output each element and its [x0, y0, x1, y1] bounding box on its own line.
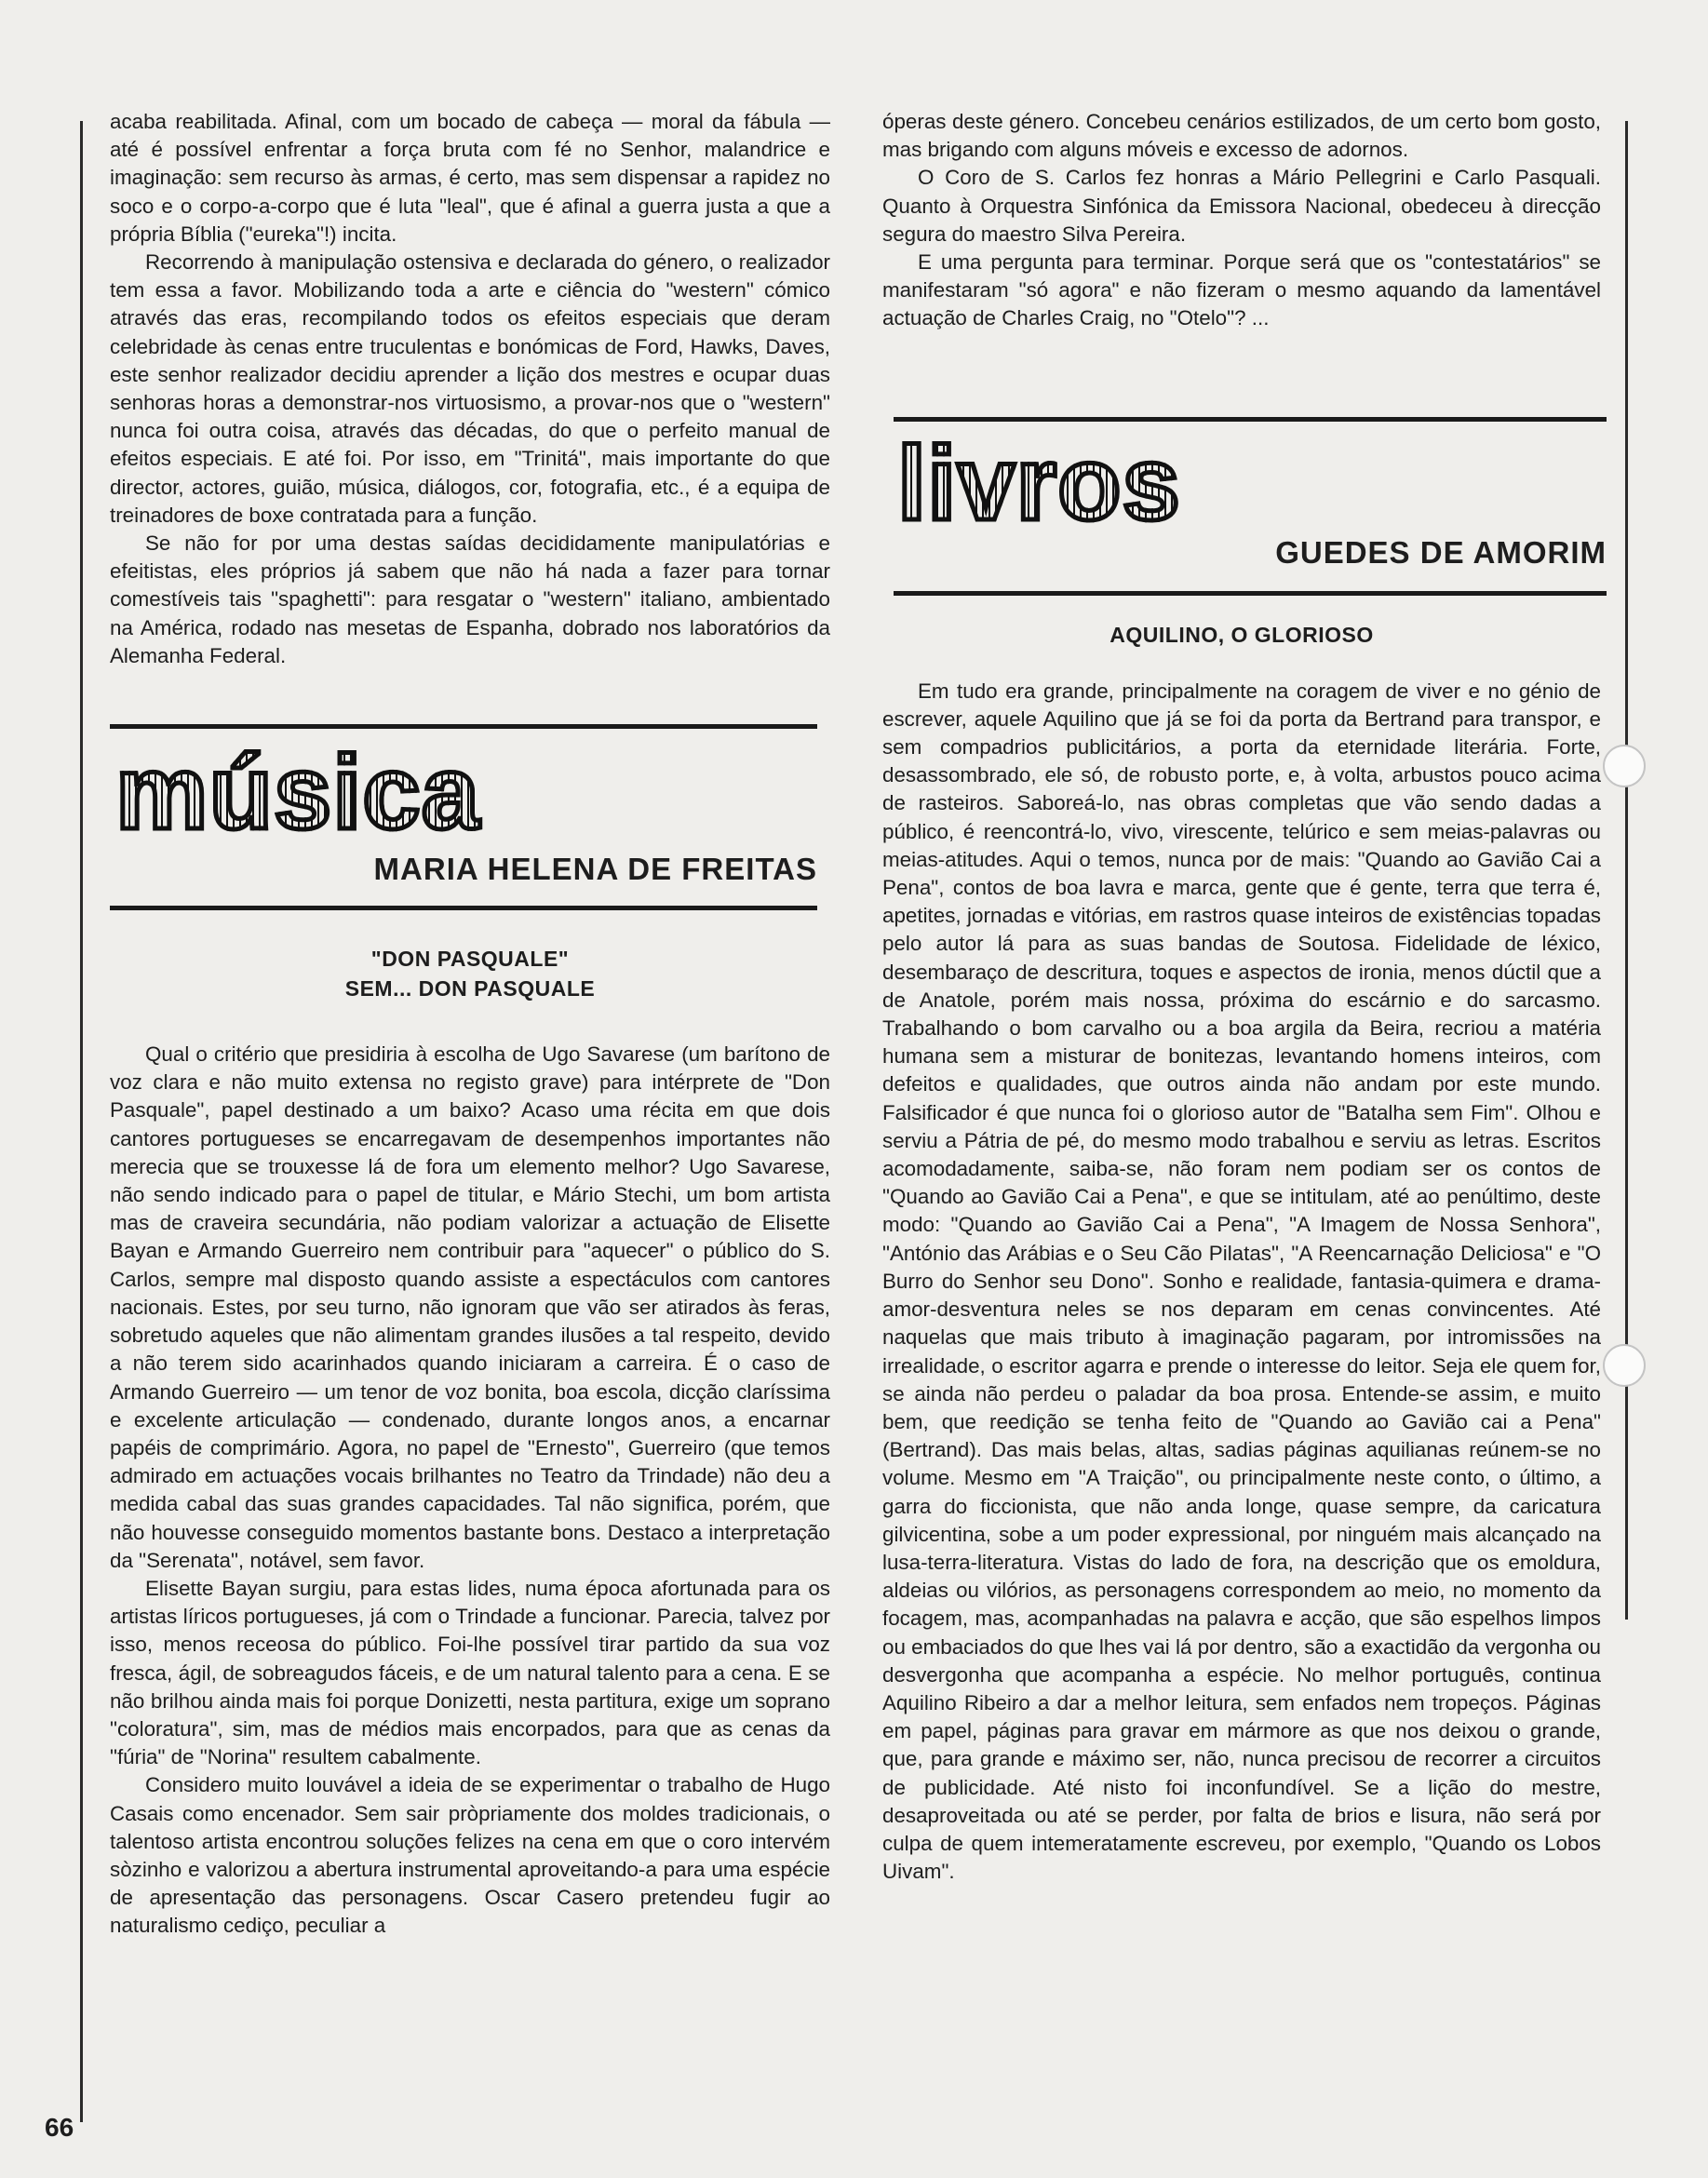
body-paragraph: Elisette Bayan surgiu, para estas lides, numa época afortunada para os artistas líricos portugueses, já com o Trindade a funcionar. Parecia, talvez por isso, menos receosa do público. Foi-lhe possível tirar partido da sua voz fresca, ágil, de sobreagudos fáceis, e de um natural talento para a cena. E se não brilhou ainda mais foi porque Donizetti, nesta partitura, exige um soprano "coloratura", sim, mas de médios mais encorpados, para que as cenas da "fúria" de "Norina" resultem cabalmente. — [110, 1576, 830, 1769]
page-number: 66 — [45, 2113, 74, 2142]
livros-section-header — [894, 417, 1607, 596]
body-paragraph: Considero muito louvável a ideia de se experimentar o trabalho de Hugo Casais como encenador. Sem sair pròpriamente dos moldes tradicionais, o talentoso artista encontrou soluções felizes na cena em que o coro intervém sòzinho e valorizou a abertura instrumental aproveitando-a para uma espécie de apresentação das personagens. Oscar Casero pretendeu fugir ao naturalismo cediço, peculiar a — [110, 1773, 830, 1938]
article-title-line: SEM... DON PASQUALE — [344, 976, 596, 1002]
section-rule-top — [894, 417, 1607, 422]
section-author: GUEDES DE AMORIM — [1275, 534, 1607, 570]
body-paragraph: Qual o critério que presidiria à escolha de Ugo Savarese (um barítono de voz clara e não muito extensa no registo grave) para intérprete de "Don Pasquale", papel destinado a um baixo? Acaso uma récita em que dois cantores portugueses se encarregavam de desempenhos importantes não merecia que se trouxesse lá de fora um elemento melhor? Ugo Savarese, não sendo indicado para o papel de titular, e Mário Stechi, um bom artista mas de craveira secundária, não podiam valorizar a actuação de Elisette Bayan e Armando Guerreiro nem contribuir para "aquecer" o público do S. Carlos, sempre mal disposto quando assiste a espectáculos com cantores nacionais. Estes, por seu turno, não ignoram que vão ser atirados às feras, sobretudo aqueles que não alimentam grandes ilusões a tal respeito, devido a não terem sido acarinhados quando iniciaram a carreira. É o caso de Armando Guerreiro — um tenor de voz bonita, boa escola, dicção claríssima e excelente articulação — condenado, durante longos anos, a encarnar papéis de comprimário. Agora, no papel de "Ernesto", Guerreiro (que temos admirado em actuações vocais brilhantes no Teatro da Trindade) não deu a medida cabal das suas grandes capacidades. Tal não significa, porém, que não houvesse conseguido momentos bastante bons. Destaco a interpretação da "Serenata", notável, sem favor. — [110, 1042, 830, 1572]
left-column — [110, 108, 830, 1941]
section-rule-top — [110, 724, 817, 729]
body-paragraph: Se não for por uma destas saídas decididamente manipulatórias e efeitistas, eles próprios já sabem que não há nada a fazer para tornar comestíveis tais "spaghetti": para resgatar o "western" italiano, ambientado na América, rodado nas mesetas de Espanha, dobrado nos laboratórios da Alemanha Federal. — [110, 531, 830, 667]
right-column-rule — [1625, 121, 1628, 1620]
body-paragraph: Em tudo era grande, principalmente na coragem de viver e no génio de escrever, aquele Aquilino que já se foi da porta da Bertrand para transpor, e sem compadrios publicitários, a porta da eternidade literária. Forte, desassombrado, ele só, de robusto porte, e, à volta, arbustos pouco acima de rasteiros. Saboreá-lo, nas obras completas que vão sendo dadas a público, é reencontrá-lo, vivo, virescente, telúrico e sem meias-palavras ou meias-atitudes. Aqui o temos, nunca por de mais: "Quando ao Gavião Cai a Pena", contos de boa lavra e marca, gente que é gente, terra que terra é, apetites, jornadas e vitórias, em rastros quase inteiros de existências topadas pelo autor lá para as suas bandas de Soutosa. Fidelidade de léxico, desembaraço de descritura, toques e aspectos de ironia, menos dúctil que a de Anatole, porém mais nossa, próxima do escárnio e do sarcasmo. Trabalhando o bom carvalho ou a boa argila da Beira, recriou a matéria humana sem a misturar de bonitezas, levantando homens inteiros, com defeitos e qualidades, que outros ainda não andam por este mundo. Falsificador é que nunca foi o glorioso autor de "Batalha sem Fim". Olhou e serviu a Pátria de pé, do mesmo modo trabalhou e serviu as letras. Escritos acomodadamente, saiba-se, não foram nem podiam ser os contos de "Quando ao Gavião Cai a Pena", e que se intitulam, até ao penúltimo, deste modo: "Quando ao Gavião Cai a Pena", "A Imagem de Nossa Senhora", "António das Arábias e o Seu Cão Pilatas", "A Reencarnação Deliciosa" e "O Burro do Senhor seu Dono". Sonho e realidade, fantasia-quimera e drama-amor-desventura neles se nos deparam em cenas convincentes. Até naquelas que mais tributo à imaginação pagaram, por intromissões na irrealidade, o escritor agarra e prende o interesse do leitor. Seja ele quem for, se ainda não perdeu o paladar da boa prosa. Entende-se assim, e muito bem, que reedição se tenha feito de "Quando ao Gavião cai a Pena" (Bertrand). Das mais belas, altas, sadias páginas aquilianas reúnem-se no volume. Mesmo em "A Traição", ou principalmente neste conto, o último, a garra do ficcionista, que não anda longe, quase sempre, da caricatura gilvicentina, sobe a um poder expressional, por ninguém mais alcançado na lusa-terra-literatura. Vistas do lado de fora, na descrição que os emoldura, aldeias ou vilórios, as personagens correspondem ao meio, no momento da focagem, mas, acompanhadas na palavra e acção, que são espelhos limpos ou embaciados do que lhes vai lá por dentro, são a exactidão da vergonha ou desvergonha que acompanha a espécie. No melhor português, continua Aquilino Ribeiro a dar a melhor leitura, sem enfados nem tropeços. Páginas em papel, páginas para gravar em mármore as que nos deixou o grande, que, para grande e máximo ser, não, nunca precisou de recorrer a circuitos de publicidade. Até nisto foi inconfundível. Se a lição do mestre, desaproveitada ou até se perder, por falta de brios e lisura, não será por culpa de quem intemeratamente escreveu, por exemplo, "Quando os Lobos Uivam". — [882, 679, 1601, 1884]
article-title — [110, 944, 830, 1003]
binder-hole — [1603, 745, 1646, 787]
livros-logo: livros — [897, 424, 1181, 542]
musica-section-header — [110, 724, 830, 910]
body-paragraph: O Coro de S. Carlos fez honras a Mário Pellegrini e Carlo Pasquali. Quanto à Orquestra Sinfónica da Emissora Nacional, obedeceu à direcção segura do maestro Silva Pereira. — [882, 166, 1601, 246]
body-paragraph: E uma pergunta para terminar. Porque será que os "contestatários" se manifestaram "só agora" e não fizeram o mesmo aquando da lamentável actuação de Charles Craig, no "Otelo"? ... — [882, 250, 1601, 330]
article-title-line: "DON PASQUALE" — [370, 947, 570, 972]
binder-hole — [1603, 1344, 1646, 1387]
section-rule-bottom — [110, 906, 817, 910]
body-paragraph: acaba reabilitada. Afinal, com um bocado de cabeça — moral da fábula — até é possível enfrentar a força bruta com fé no Senhor, malandrice e imaginação: sem recurso às armas, é certo, mas sem dispensar a rapidez no soco e o corpo-a-corpo que é luta "leal", que é afinal a guerra justa a que a própria Bíblia ("eureka"!) incita. — [110, 110, 830, 246]
article-title: AQUILINO, O GLORIOSO — [1110, 622, 1374, 647]
section-author: MARIA HELENA DE FREITAS — [373, 852, 817, 887]
body-paragraph: Recorrendo à manipulação ostensiva e declarada do género, o realizador tem essa a favor. Mobilizando toda a arte e ciência do "western" cómico através das eras, recompilando todos os efeitos especiais que deram celebridade às cenas entre truculentas e bonómicas de Ford, Hawks, Daves, este senhor realizador decidiu aprender a lição dos mestres e ocupar duas senhoras horas a demonstrar-nos virtuosismo, a provar-nos que o "western" nunca foi outra coisa, através das décadas, do que o perfeito manual de efeitos especiais. E até foi. Por isso, em "Trinitá", mais importante do que director, actores, guião, música, diálogos, cor, fotografia, etc., é a equipa de treinadores de boxe contratada para a função. — [110, 250, 830, 527]
left-column-rule — [80, 121, 83, 2122]
body-paragraph: óperas deste género. Concebeu cenários estilizados, de um certo bom gosto, mas brigando com alguns móveis e excesso de adornos. — [882, 110, 1601, 162]
section-rule-bottom — [894, 591, 1607, 596]
musica-logo: música — [115, 734, 480, 852]
right-column — [882, 108, 1607, 1886]
